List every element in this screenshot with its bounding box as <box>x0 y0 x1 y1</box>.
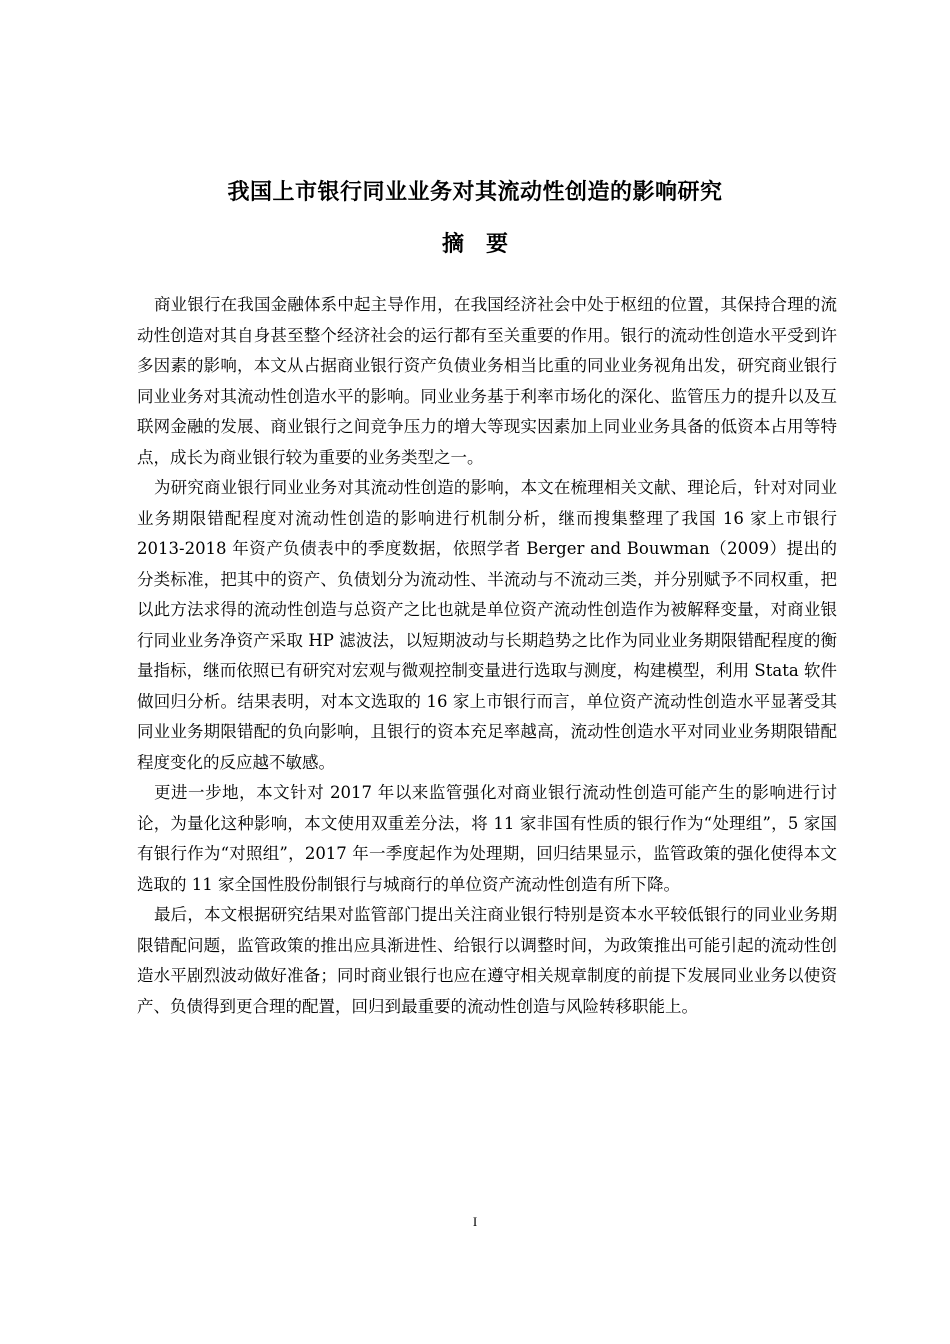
page-number: I <box>472 1214 478 1229</box>
abstract-paragraph-1: 商业银行在我国金融体系中起主导作用，在我国经济社会中处于枢纽的位置，其保持合理的流动性创造对其自身甚至整个经济社会的运行都有至关重要的作用。银行的流动性创造水平受到许多因素的影响，本文从占据商业银行资产负债业务相当比重的同业业务视角出发，研究商业银行同业业务对其流动性创造水平的影响。同业业务基于利率市场化的深化、监管压力的提升以及互联网金融的发展、商业银行之间竞争压力的增大等现实因素加上同业业务具备的低资本占用等特点，成长为商业银行较为重要的业务类型之一。 <box>137 295 837 467</box>
abstract-heading: 摘要 <box>441 232 530 257</box>
abstract-paragraph-3: 更进一步地，本文针对 2017 年以来监管强化对商业银行流动性创造可能产生的影响进行讨论，为量化这种影响，本文使用双重差分法，将 11 家非国有性质的银行作为“处理组”，5 家国有银行作为“对照组”，2017 年一季度起作为处理期，回归结果显示，监管政策的强化使得本文选取的 11 家全国性股份制银行与城商行的单位资产流动性创造有所下降。 <box>137 783 837 894</box>
paper-title: 我国上市银行同业业务对其流动性创造的影响研究 <box>227 180 723 205</box>
abstract-paragraph-2: 为研究商业银行同业业务对其流动性创造的影响，本文在梳理相关文献、理论后，针对对同业业务期限错配程度对流动性创造的影响进行机制分析，继而搜集整理了我国 16 家上市银行 2013-2018 年资产负债表中的季度数据，依照学者 Berger and Bouwman（2009）提出的分类标准，把其中的资产、负债划分为流动性、半流动与不流动三类，并分别赋予不同权重，把以此方法求得的流动性创造与总资产之比也就是单位资产流动性创造作为被解释变量，对商业银行同业业务净资产采取 HP 滤波法，以短期波动与长期趋势之比作为同业业务期限错配程度的衡量指标，继而依照已有研究对宏观与微观控制变量进行选取与测度，构建模型，利用 Stata 软件做回归分析。结果表明，对本文选取的 16 家上市银行而言，单位资产流动性创造水平显著受其同业业务期限错配的负向影响，且银行的资本充足率越高，流动性创造水平对同业业务期限错配程度变化的反应越不敏感。 <box>137 478 837 772</box>
abstract-body <box>137 290 837 1022</box>
abstract-paragraph-4: 最后，本文根据研究结果对监管部门提出关注商业银行特别是资本水平较低银行的同业业务期限错配问题，监管政策的推出应具渐进性、给银行以调整时间，为政策推出可能引起的流动性创造水平剧烈波动做好准备；同时商业银行也应在遵守相关规章制度的前提下发展同业业务以使资产、负债得到更合理的配置，回归到最重要的流动性创造与风险转移职能上。 <box>137 905 837 1016</box>
